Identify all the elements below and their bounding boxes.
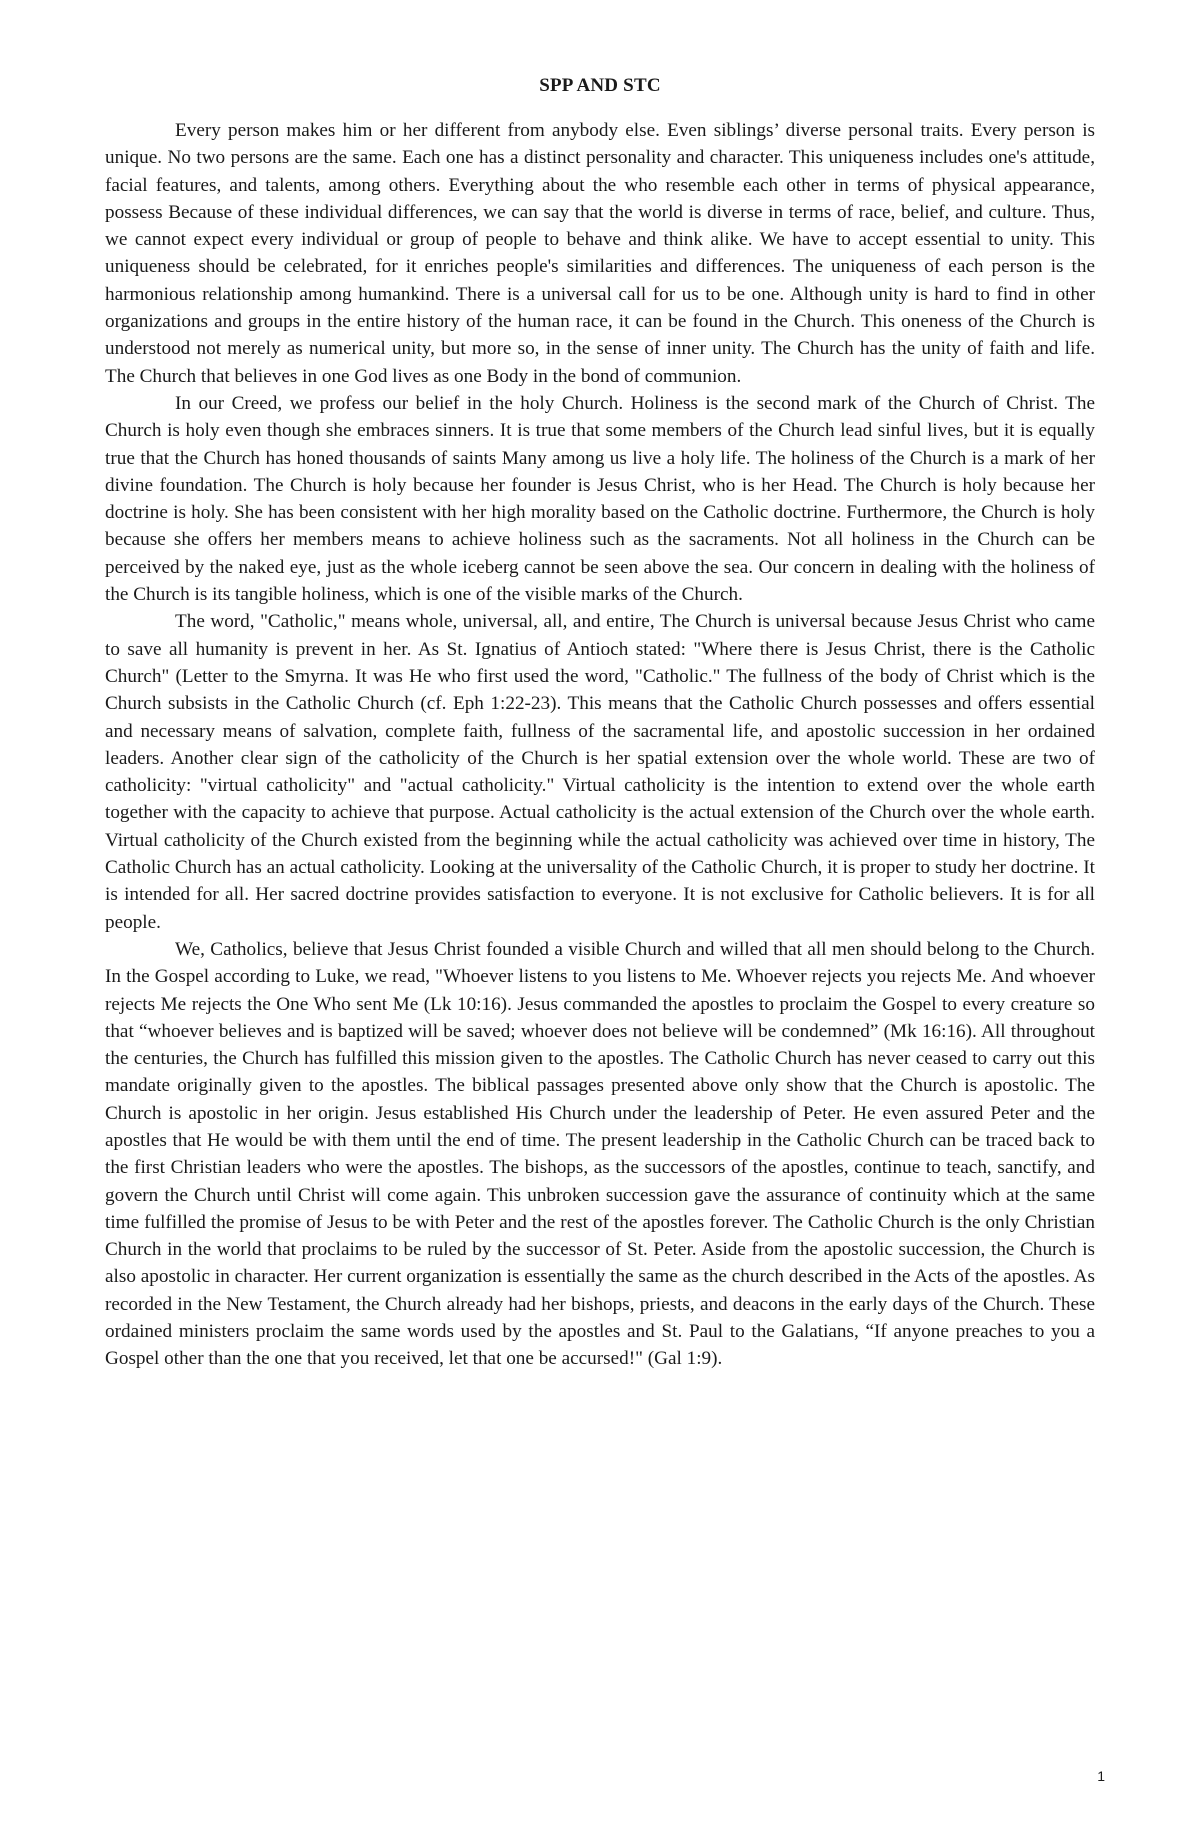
paragraph-catholicity: The word, "Catholic," means whole, universal, all, and entire, The Church is universal because Jesus Christ who came to save all humanity is prevent in her. As St. Ignatius of Antioch stated: "Where there is Jesus Christ, there is the Catholic Church" (Letter to the Smyrna. It was He who first used the word, "Catholic." The fullness of the body of Christ which is the Church subsists in the Catholic Church (cf. Eph 1:22-23). This means that the Catholic Church possesses and offers essential and necessary means of salvation, complete faith, fullness of the sacramental life, and apostolic succession in her ordained leaders. Another clear sign of the catholicity of the Church is her spatial extension over the whole world. These are two of catholicity: "virtual catholicity" and "actual catholicity." Virtual catholicity is the intention to extend over the whole earth together with the capacity to achieve that purpose. Actual catholicity is the actual extension of the Church over the whole earth. Virtual catholicity of the Church existed from the beginning while the actual catholicity was achieved over time in history, The Catholic Church has an actual catholicity. Looking at the universality of the Catholic Church, it is proper to study her doctrine. It is intended for all. Her sacred doctrine provides satisfaction to everyone. It is not exclusive for Catholic believers. It is for all people.: [105, 611, 1095, 933]
document-body: [105, 117, 1095, 1373]
page-number: 1: [1097, 1768, 1105, 1784]
paragraph-unity: Every person makes him or her different from anybody else. Even siblings’ diverse personal traits. Every person is unique. No two persons are the same. Each one has a distinct personality and character. This uniqueness includes one's attitude, facial features, and talents, among others. Everything about the who resemble each other in terms of physical appearance, possess Because of these individual differences, we can say that the world is diverse in terms of race, belief, and culture. Thus, we cannot expect every individual or group of people to behave and think alike. We have to accept essential to unity. This uniqueness should be celebrated, for it enriches people's similarities and differences. The uniqueness of each person is the harmonious relationship among humankind. There is a universal call for us to be one. Although unity is hard to find in other organizations and groups in the entire history of the human race, it can be found in the Church. This oneness of the Church is understood not merely as numerical unity, but more so, in the sense of inner unity. The Church has the unity of faith and life. The Church that believes in one God lives as one Body in the bond of communion.: [105, 120, 1095, 387]
paragraph-holiness: In our Creed, we profess our belief in the holy Church. Holiness is the second mark of the Church of Christ. The Church is holy even though she embraces sinners. It is true that some members of the Church lead sinful lives, but it is equally true that the Church has honed thousands of saints Many among us live a holy life. The holiness of the Church is a mark of her divine foundation. The Church is holy because her founder is Jesus Christ, who is her Head. The Church is holy because her doctrine is holy. She has been consistent with her high morality based on the Catholic doctrine. Furthermore, the Church is holy because she offers her members means to achieve holiness such as the sacraments. Not all holiness in the Church can be perceived by the naked eye, just as the whole iceberg cannot be seen above the sea. Our concern in dealing with the holiness of the Church is its tangible holiness, which is one of the visible marks of the Church.: [105, 392, 1095, 606]
document-title: SPP AND STC: [539, 75, 661, 96]
paragraph-apostolicity: We, Catholics, believe that Jesus Christ founded a visible Church and willed that all men should belong to the Church. In the Gospel according to Luke, we read, "Whoever listens to you listens to Me. Whoever rejects you rejects Me. And whoever rejects Me rejects the One Who sent Me (Lk 10:16). Jesus commanded the apostles to proclaim the Gospel to every creature so that “whoever believes and is baptized will be saved; whoever does not believe will be condemned” (Mk 16:16). All throughout the centuries, the Church has fulfilled this mission given to the apostles. The Catholic Church has never ceased to carry out this mandate originally given to the apostles. The biblical passages presented above only show that the Church is apostolic. The Church is apostolic in her origin. Jesus established His Church under the leadership of Peter. He even assured Peter and the apostles that He would be with them until the end of time. The present leadership in the Catholic Church can be traced back to the first Christian leaders who were the apostles. The bishops, as the successors of the apostles, continue to teach, sanctify, and govern the Church until Christ will come again. This unbroken succession gave the assurance of continuity which at the same time fulfilled the promise of Jesus to be with Peter and the rest of the apostles forever. The Catholic Church is the only Christian Church in the world that proclaims to be ruled by the successor of St. Peter. Aside from the apostolic succession, the Church is also apostolic in character. Her current organization is essentially the same as the church described in the Acts of the apostles. As recorded in the New Testament, the Church already had her bishops, priests, and deacons in the early days of the Church. These ordained ministers proclaim the same words used by the apostles and St. Paul to the Galatians, “If anyone preaches to you a Gospel other than the one that you received, let that one be accursed!" (Gal 1:9).: [105, 938, 1095, 1370]
